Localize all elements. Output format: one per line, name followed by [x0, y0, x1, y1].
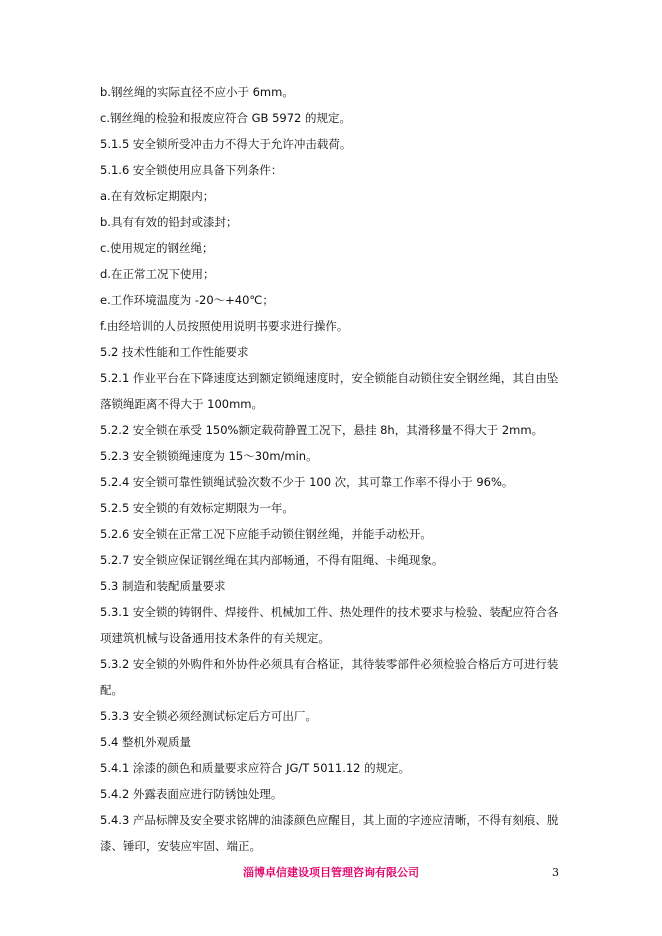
page-number: 3 [552, 866, 559, 879]
section-heading-5-4: 5.4 整机外观质量 [100, 735, 191, 749]
clause-5-1-5: 5.1.5 安全锁所受冲击力不得大于允许冲击载荷。 [100, 137, 352, 151]
condition-f: f.由经培训的人员按照使用说明书要求进行操作。 [100, 319, 349, 333]
section-heading-5-2: 5.2 技术性能和工作性能要求 [100, 345, 249, 359]
condition-b: b.具有有效的铅封或漆封； [100, 215, 238, 229]
clause-5-2-1: 5.2.1 作业平台在下降速度达到额定锁绳速度时，安全锁能自动锁住安全钢丝绳，其自由坠 [100, 371, 559, 385]
clause-5-2-4: 5.2.4 安全锁可靠性锁绳试验次数不少于 100 次，其可靠工作率不得小于 96%。 [100, 475, 514, 489]
section-heading-5-3: 5.3 制造和装配质量要求 [100, 579, 226, 593]
condition-c: c.使用规定的钢丝绳； [100, 241, 214, 255]
clause-5-2-7: 5.2.7 安全锁应保证钢丝绳在其内部畅通，不得有阻绳、卡绳现象。 [100, 553, 444, 567]
clause-5-2-3: 5.2.3 安全锁锁绳速度为 15～30m/min。 [100, 449, 318, 463]
clause-5-2-1-continued: 落锁绳距离不得大于 100mm。 [100, 397, 264, 411]
clause-5-3-2-continued: 配。 [100, 683, 123, 697]
text-line-b-diameter: b.钢丝绳的实际直径不应小于 6mm。 [100, 85, 294, 99]
clause-5-3-1: 5.3.1 安全锁的铸钢件、焊接件、机械加工件、热处理件的技术要求与检验、装配应符合各 [100, 605, 559, 619]
clause-5-3-1-continued: 项建筑机械与设备通用技术条件的有关规定。 [100, 631, 330, 645]
document-body [100, 84, 570, 855]
clause-5-4-1: 5.4.1 涂漆的颜色和质量要求应符合 JG/T 5011.12 的规定。 [100, 761, 411, 775]
footer-company-name: 淄博卓信建设项目管理咨询有限公司 [243, 866, 419, 879]
clause-5-2-6: 5.2.6 安全锁在正常工况下应能手动锁住钢丝绳，并能手动松开。 [100, 527, 432, 541]
condition-d: d.在正常工况下使用； [100, 267, 215, 281]
clause-5-4-3-continued: 漆、锤印，安装应牢固、端正。 [100, 839, 261, 853]
text-line-c-inspection: c.钢丝绳的检验和报废应符合 GB 5972 的规定。 [100, 111, 352, 125]
clause-5-4-2: 5.4.2 外露表面应进行防锈蚀处理。 [100, 787, 283, 801]
clause-5-3-2: 5.3.2 安全锁的外购件和外协件必须具有合格证，其待装零部件必须检验合格后方可进行装 [100, 657, 559, 671]
clause-5-2-5: 5.2.5 安全锁的有效标定期限为一年。 [100, 501, 294, 515]
clause-5-2-2: 5.2.2 安全锁在承受 150%额定载荷静置工况下，悬挂 8h，其滑移量不得大于 2mm。 [100, 423, 544, 437]
clause-5-4-3: 5.4.3 产品标牌及安全要求铭牌的油漆颜色应醒目，其上面的字迹应清晰，不得有刻痕、脱 [100, 813, 559, 827]
clause-5-3-3: 5.3.3 安全锁必须经测试标定后方可出厂。 [100, 709, 317, 723]
clause-5-1-6: 5.1.6 安全锁使用应具备下列条件： [100, 163, 283, 177]
condition-a: a.在有效标定期限内； [100, 189, 215, 203]
condition-e: e.工作环境温度为 -20～+40℃； [100, 293, 274, 307]
